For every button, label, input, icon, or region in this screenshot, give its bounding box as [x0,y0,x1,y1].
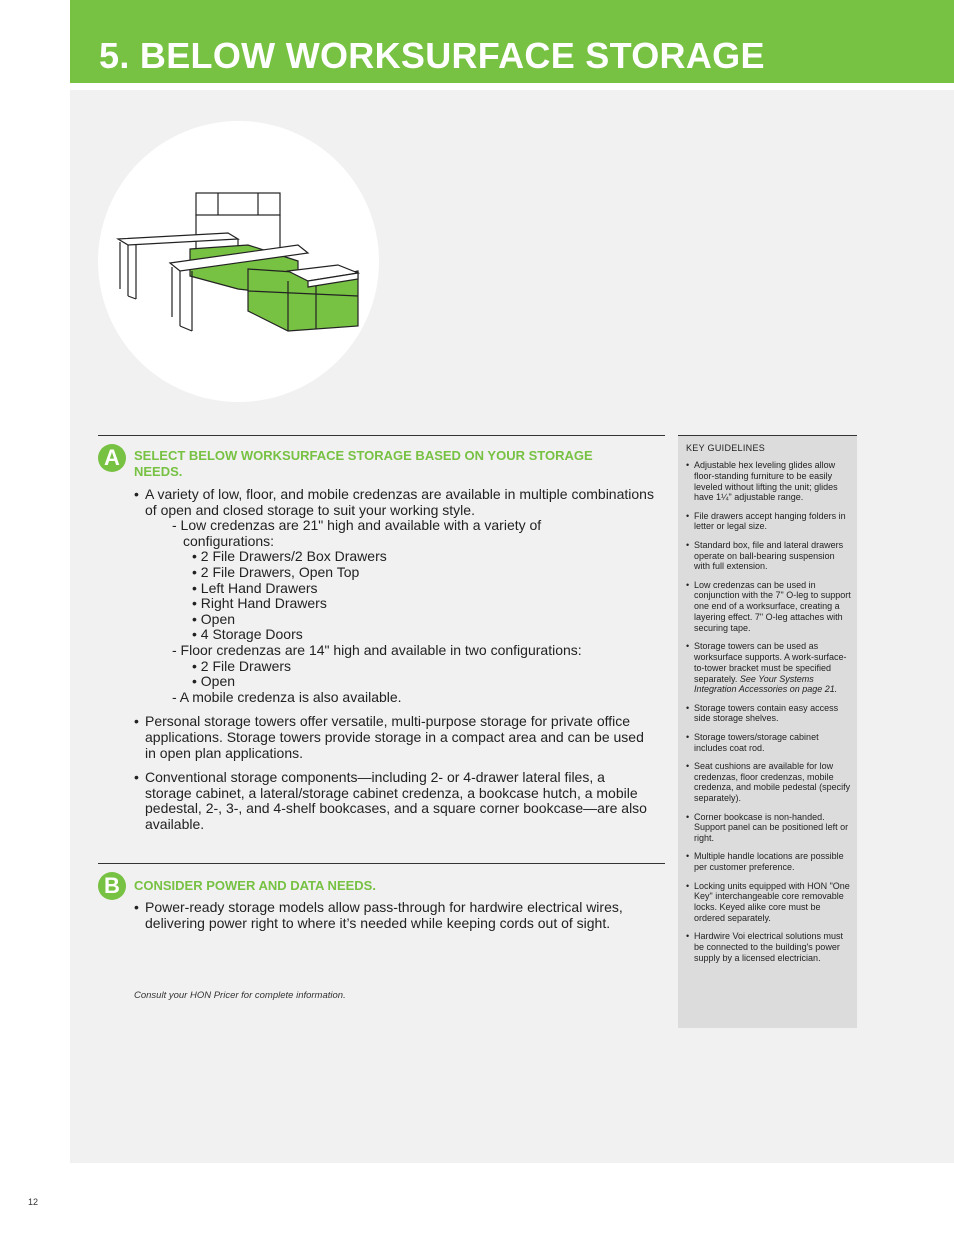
section-b [98,863,665,1014]
section-b-title: CONSIDER POWER AND DATA NEEDS. [134,878,376,893]
low-option: • 2 File Drawers/2 Box Drawers [134,549,654,565]
guideline-item: • Locking units equipped with HON "One Key" interchangeable core removable locks. Keyed alike core must be ordered separately. [686,881,852,924]
section-a-body [134,487,654,841]
floor-option: • 2 File Drawers [134,659,654,675]
section-a [98,435,665,856]
bullet-conventional: • Conventional storage components—including 2- or 4-drawer lateral files, a storage cabinet, a lateral/storage cabinet credenza, a bookcase hutch, a mobile pedestal, 2-, 3-, and 4-shelf bookcases, and a square corner bookcase—are also available. [134,770,654,832]
guideline-item: • Storage towers/storage cabinet includes coat rod. [686,732,852,754]
pricer-note: Consult your HON Pricer for complete information. [134,990,346,1001]
illustration-circle [98,121,379,402]
guideline-item: • Adjustable hex leveling glides allow floor-standing furniture to be easily leveled without lifting the unit; glides have 1¼" adjustable range. [686,460,852,503]
section-b-body [134,900,654,940]
key-guidelines-title: KEY GUIDELINES [686,443,766,453]
mobile-credenza-text: - A mobile credenza is also available. [172,688,402,705]
guideline-item: • Seat cushions are available for low credenzas, floor credenzas, mobile credenza, and mobile pedestal (specify separately). [686,761,852,804]
low-option: • Right Hand Drawers [134,596,654,612]
floor-option: • Open [134,674,654,690]
section-a-title: SELECT BELOW WORKSURFACE STORAGE BASED ON YOUR STORAGE NEEDS. [134,448,593,479]
bullet-power: • Power-ready storage models allow pass-through for hardwire electrical wires, delivering power right to where it’s needed while keeping cords out of sight. [134,900,654,931]
guideline-item: • Hardwire Voi electrical solutions must be connected to the building's power supply by a licensed electrician. [686,931,852,963]
guideline-item [686,641,852,695]
floor-credenza-text: - Floor credenzas are 14" high and available in two configurations: [172,641,582,658]
low-credenza-text: - Low credenzas are 21" high and available with a variety of configurations: [172,517,542,549]
bullet-towers: • Personal storage towers offer versatile, multi-purpose storage for private office applications. Storage towers provide storage in a compact area and can be used in open plan applications. [134,714,654,761]
desk-credenza-illustration [98,121,379,402]
low-option: • Left Hand Drawers [134,581,654,597]
bullet-credenzas: • A variety of low, floor, and mobile credenzas are available in multiple combinations of open and closed storage to suit your working style. [134,487,654,518]
page-title: 5. BELOW WORKSURFACE STORAGE [99,35,765,76]
guideline-item: • Multiple handle locations are possible per customer preference. [686,851,852,873]
key-guidelines-sidebar [678,435,857,1028]
low-option: • Open [134,612,654,628]
guideline-item: • Corner bookcase is non-handed. Support panel can be positioned left or right. [686,812,852,844]
guideline-item: • Standard box, file and lateral drawers operate on ball-bearing suspension with full extension. [686,540,852,572]
low-option: • 4 Storage Doors [134,627,654,643]
section-b-badge: B [98,872,126,900]
section-a-badge: A [98,444,126,472]
guideline-item: • Low credenzas can be used in conjunction with the 7" O-leg to support one end of a worksurface, creating a layering effect. 7" O-leg attaches with securing tape. [686,580,852,634]
guideline-item: • Storage towers contain easy access side storage shelves. [686,703,852,725]
guideline-reference: See Your Systems Integration Accessories on page 21. [694,673,838,695]
guideline-item: • File drawers accept hanging folders in letter or legal size. [686,511,852,533]
low-option: • 2 File Drawers, Open Top [134,565,654,581]
guidelines-list [686,460,852,971]
page-number: 12 [28,1197,39,1207]
page-header [70,0,954,83]
guideline-text: Storage towers can be used as worksurface supports. A work-surface-to-tower bracket must be specified separately. [694,641,847,684]
